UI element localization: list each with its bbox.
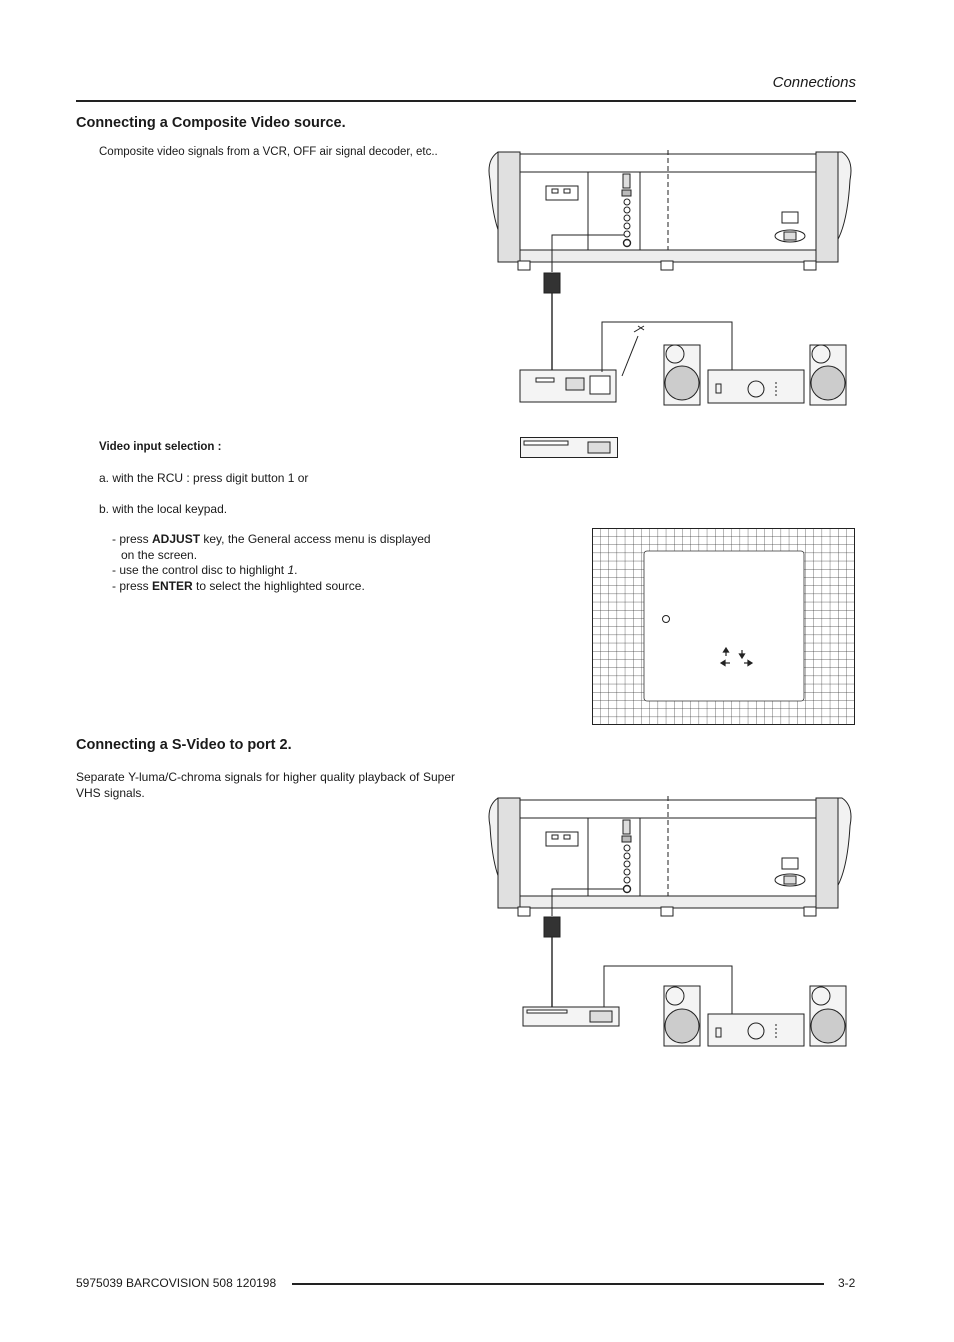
composite-video-intro: Composite video signals from a VCR, OFF air signal decoder, etc..: [99, 146, 438, 158]
step2-post: .: [294, 563, 298, 577]
selection-option-b: b. with the local keypad.: [99, 502, 228, 516]
selection-option-a: a. with the RCU : press digit button 1 or: [99, 471, 309, 485]
selection-step-3: [112, 579, 365, 595]
step3-post: to select the highlighted source.: [192, 579, 365, 593]
step2-pre: - use the control disc to highlight: [112, 563, 288, 577]
selection-step-1: [112, 532, 455, 548]
source-number: 1: [287, 563, 295, 577]
footer-doc-id: 5975039 BARCOVISION 508 120198: [76, 1276, 277, 1290]
page-number: 3-2: [838, 1276, 856, 1290]
composite-connection-diagram: [480, 140, 860, 410]
adjust-key-label: ADJUST: [152, 532, 201, 546]
selection-step-1-cont: on the screen.: [121, 548, 198, 562]
section-title: Connections: [772, 74, 856, 91]
step1-pre: - press: [112, 532, 153, 546]
enter-key-label: ENTER: [152, 579, 193, 593]
composite-video-heading: Connecting a Composite Video source.: [76, 115, 346, 131]
screen-menu-illustration: [592, 528, 856, 726]
video-input-selection-title: Video input selection :: [99, 441, 222, 453]
footer-rule: [292, 1283, 824, 1285]
header-rule: [76, 100, 856, 102]
step3-pre: - press: [112, 579, 153, 593]
vcr-icon: [520, 437, 620, 459]
s-video-heading: Connecting a S-Video to port 2.: [76, 737, 292, 753]
step1-post: key, the General access menu is displayed: [200, 532, 431, 546]
s-video-connection-diagram: [480, 786, 860, 1051]
s-video-intro: Separate Y-luma/C-chroma signals for higher quality playback of Super VHS signals.: [76, 770, 455, 800]
selection-step-2: [112, 563, 297, 579]
